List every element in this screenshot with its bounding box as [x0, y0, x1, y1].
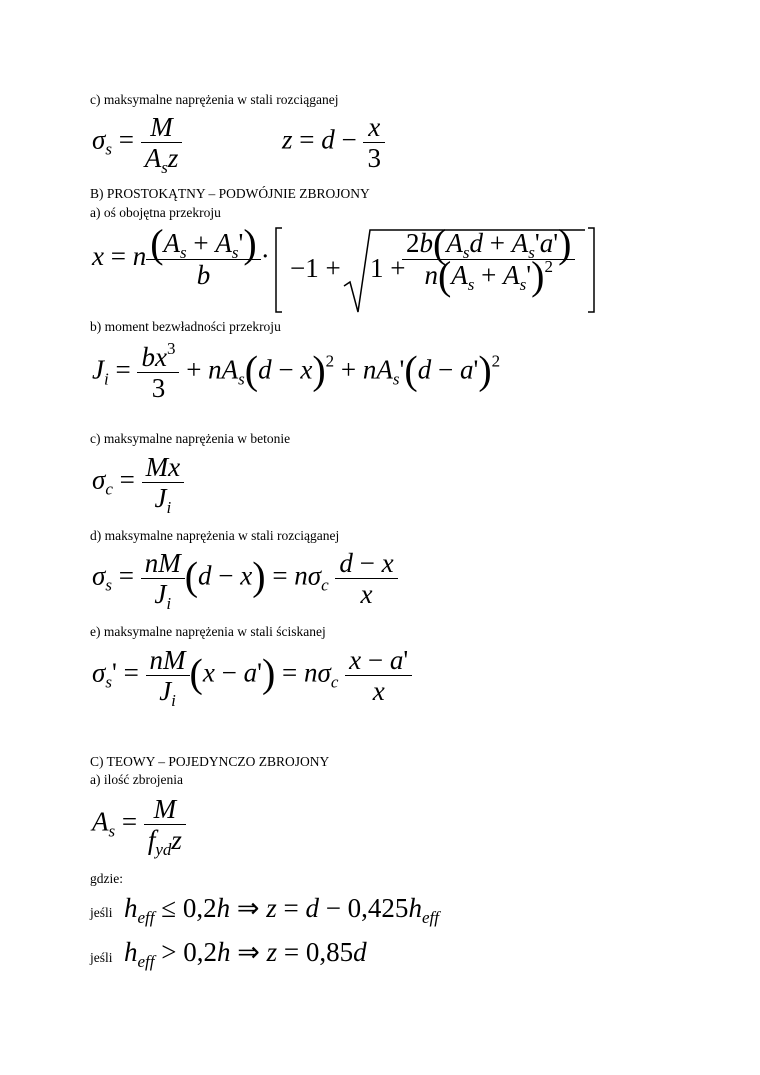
formula-sigma-s: $\sigma_s$ = M $A_sz$ — [92, 112, 182, 173]
heading-d-steel-tension: d) maksymalne naprężenia w stali rozciąganej — [90, 528, 340, 543]
formula-reinforcement-area: $A_s$ = M $f_{yd}z$ — [92, 794, 186, 855]
formula-sigma-c: $\sigma_c$ = $\frac{Mx}{J_i}$ — [92, 452, 184, 513]
formula-neutral-axis-bracket: −1 + — [290, 253, 341, 283]
heading-e-steel-compression: e) maksymalne naprężenia w stali ściskanej — [90, 624, 326, 639]
formula-neutral-axis: x = n $\frac{(A_s + A_s')}{b}$ · — [92, 221, 270, 290]
section-b-title: B) PROSTOKĄTNY – PODWÓJNIE ZBROJONY — [90, 186, 370, 201]
formula-sigma-s-compression: $\sigma_s'$ = $\frac{nM}{J_i}$ $(x - a') = n\sigma_c$ $\frac{x - a'}{x}$ — [92, 645, 412, 706]
label-if-1: jeśli — [90, 905, 113, 920]
formula-lever-arm: z = d − $\frac{x}{3}$ — [282, 112, 385, 173]
label-where: gdzie: — [90, 871, 123, 886]
heading-b-moment-inertia: b) moment bezwładności przekroju — [90, 319, 281, 334]
heading-a-reinforcement: a) ilość zbrojenia — [90, 772, 183, 787]
section-c-title: C) TEOWY – POJEDYNCZO ZBROJONY — [90, 754, 330, 769]
formula-neutral-axis-one: 1 + — [370, 253, 406, 283]
heading-c-steel-tension: c) maksymalne naprężenia w stali rozciąganej — [90, 92, 339, 107]
formula-moment-inertia: $J_i$ = $\frac{bx^3}{3}$ + $nA_s(d - x)^2 + nA_s'(d - a')^2$ — [92, 339, 501, 403]
heading-c-concrete-stress: c) maksymalne naprężenia w betonie — [90, 431, 291, 446]
label-if-2: jeśli — [90, 950, 113, 965]
formula-condition-1: $h_{eff} \le 0,2h$ ⇒ $z = d - 0,425h_{eff}$ — [124, 893, 439, 927]
formula-condition-2: $h_{eff} > 0,2h$ ⇒ z = 0,85d — [124, 937, 367, 971]
formula-neutral-axis-root: $2b(A_sd + A_s'a')$ $n(A_s + A_s')^2$ — [402, 228, 575, 291]
formula-sigma-s-tension: $\sigma_s$ = $\frac{nM}{J_i}$ $(d - x) = n\sigma_c$ $\frac{d - x}{x}$ — [92, 548, 398, 609]
heading-a-neutral-axis: a) oś obojętna przekroju — [90, 205, 221, 220]
